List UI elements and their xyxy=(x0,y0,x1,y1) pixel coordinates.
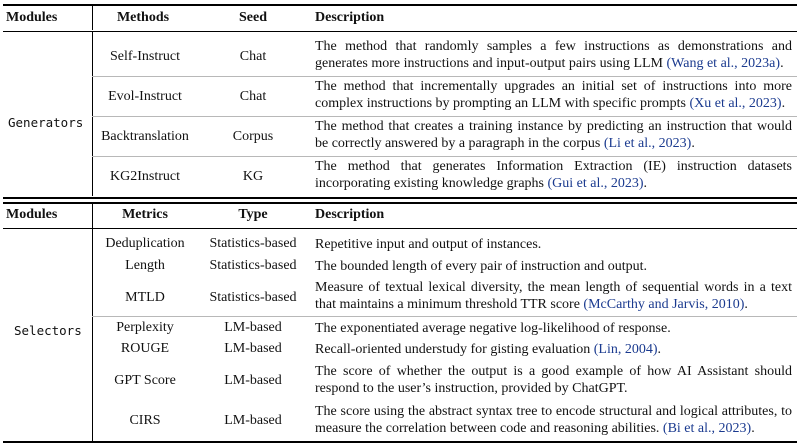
table-row-method: Backtranslation xyxy=(101,129,189,144)
description-end: . xyxy=(657,342,662,357)
table-row-description xyxy=(315,363,792,397)
header-divider xyxy=(92,6,93,30)
table-row-type: LM-based xyxy=(224,373,282,388)
table-row-method: Evol-Instruct xyxy=(108,89,182,104)
table-row-seed: Corpus xyxy=(232,129,274,144)
table-row-type: Statistics-based xyxy=(209,236,297,251)
header-seed: Seed xyxy=(239,10,267,25)
table-row-type: Statistics-based xyxy=(209,290,297,305)
table-row-method: KG2Instruct xyxy=(110,169,180,184)
table-row-description xyxy=(315,78,792,112)
table-row-metric: GPT Score xyxy=(114,373,176,388)
header-type: Type xyxy=(238,207,268,222)
citation-link[interactable]: (Lin, 2004) xyxy=(593,342,658,357)
citation-link[interactable]: (Gui et al., 2023) xyxy=(547,176,644,191)
description-text: Measure of textual lexical diversity, the mean length of sequential words in a text that maintains a minimum threshold TTR score xyxy=(315,280,792,312)
table-row-description xyxy=(315,38,792,72)
table-row-description xyxy=(315,279,792,313)
description-end: . xyxy=(751,421,755,436)
description-text: The method that generates Information Extraction (IE) instruction datasets incorporating existing knowledge graphs xyxy=(315,159,792,191)
table-row-description xyxy=(315,341,792,358)
citation-link[interactable]: (McCarthy and Jarvis, 2010) xyxy=(583,297,745,312)
header-divider xyxy=(92,204,93,228)
citation-link[interactable]: (Li et al., 2023) xyxy=(603,136,692,151)
table-row-metric: CIRS xyxy=(129,413,161,428)
module-divider xyxy=(92,32,93,196)
description-end: . xyxy=(781,96,786,111)
table-row-type: LM-based xyxy=(224,413,282,428)
citation-link[interactable]: (Xu et al., 2023) xyxy=(689,96,782,111)
table-row-type: LM-based xyxy=(224,341,282,356)
table-row-seed: Chat xyxy=(239,89,267,104)
citation-link[interactable]: (Wang et al., 2023a) xyxy=(666,56,781,71)
description-text: The method that creates a training instance by predicting an instruction that would be correctly answered by a paragraph in the corpus xyxy=(315,119,792,151)
table-row-seed: KG xyxy=(242,169,264,184)
table-row-description xyxy=(315,236,792,253)
table-row-description xyxy=(315,258,792,275)
table-row-metric: Perplexity xyxy=(116,320,174,335)
row-divider xyxy=(92,316,797,317)
description-text: The bounded length of every pair of instruction and output. xyxy=(315,259,648,274)
section-rule xyxy=(3,197,797,199)
table-row-description xyxy=(315,320,792,337)
top-rule xyxy=(3,4,797,6)
description-text: Repetitive input and output of instances. xyxy=(315,237,542,252)
header-description: Description xyxy=(315,10,385,25)
table-row-method: Self-Instruct xyxy=(110,49,180,64)
header-modules: Modules xyxy=(6,207,58,222)
description-text: The exponentiated average negative log-likelihood of response. xyxy=(315,321,671,336)
module-label-generators: Generators xyxy=(8,115,84,130)
row-divider xyxy=(92,156,797,157)
description-text: The score of whether the output is a good example of how AI Assistant should respond to the user’s instruction, provided by ChatGPT. xyxy=(315,364,792,396)
description-text: The score using the abstract syntax tree to encode structural and logical attributes, to measure the correlation between code and reasoning abilities. xyxy=(315,404,792,436)
header-methods: Methods xyxy=(116,10,170,25)
description-text: The method that randomly samples a few instructions as demonstrations and generates more instructions and input-output pairs using LLM xyxy=(315,39,792,71)
description-text: Recall-oriented understudy for gisting evaluation xyxy=(315,342,594,357)
table-row-metric: ROUGE xyxy=(120,341,170,356)
table-row-metric: MTLD xyxy=(125,290,165,305)
table-row-description xyxy=(315,118,792,152)
table-row-type: LM-based xyxy=(224,320,282,335)
table-row-description xyxy=(315,403,792,437)
table-row-type: Statistics-based xyxy=(209,258,297,273)
description-end: . xyxy=(744,297,748,312)
table-row-description xyxy=(315,158,792,192)
header-metrics: Metrics xyxy=(122,207,168,222)
row-divider xyxy=(92,116,797,117)
description-end: . xyxy=(691,136,695,151)
description-end: . xyxy=(643,176,648,191)
module-label-selectors: Selectors xyxy=(14,323,82,338)
description-text: The method that incrementally upgrades an initial set of instructions into more complex instructions by prompting an LLM with specific prompts xyxy=(315,79,792,111)
header-rule xyxy=(3,228,797,229)
header-description: Description xyxy=(315,207,385,222)
description-end: . xyxy=(780,56,784,71)
table-row-metric: Length xyxy=(125,258,165,273)
table-row-metric: Deduplication xyxy=(105,236,185,251)
header-rule xyxy=(3,31,797,32)
bottom-rule xyxy=(3,441,797,443)
row-divider xyxy=(92,76,797,77)
table-row-seed: Chat xyxy=(239,49,267,64)
citation-link[interactable]: (Bi et al., 2023) xyxy=(662,421,752,436)
header-modules: Modules xyxy=(6,10,58,25)
module-divider xyxy=(92,229,93,441)
selectors-top-rule xyxy=(3,202,797,204)
